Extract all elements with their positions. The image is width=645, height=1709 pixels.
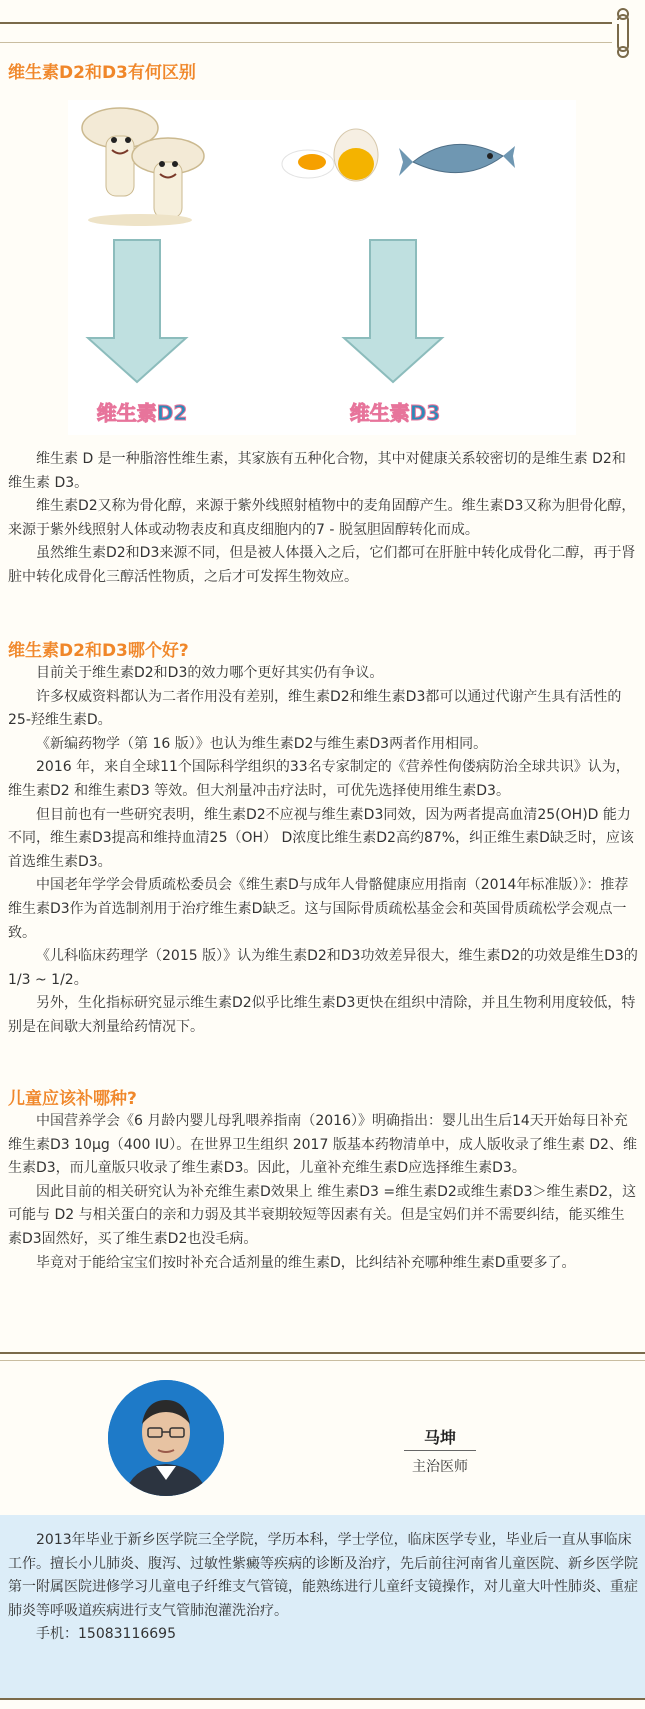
- doctor-portrait-icon: [108, 1380, 224, 1496]
- bottom-divider: [0, 1698, 645, 1700]
- paragraph: 许多权威资料都认为二者作用没有差别，维生素D2和维生素D3都可以通过代谢产生具有活性的25-羟维生素D。: [8, 688, 622, 729]
- top-divider: [0, 22, 612, 24]
- label-d2: 维生素D2: [96, 401, 188, 425]
- footer-divider-thin: [0, 1360, 645, 1361]
- paragraph: 因此目前的相关研究认为补充维生素D效果上 维生素D3 =维生素D2或维生素D3＞维生素D2，这可能与 D2 与相关蛋白的亲和力弱及其半衰期较短等因素有关。但是宝妈们并不需要纠结，能买维生素D3固然好，买了维生素D2也没毛病。: [8, 1183, 637, 1247]
- paragraph: 2016 年，来自全球11个国际科学组织的33名专家制定的《营养性佝偻病防治全球共识》认为，维生素D2 和维生素D3 等效。但大剂量冲击疗法时，可优先选择使用维生素D3。: [8, 759, 630, 799]
- paragraph: 虽然维生素D2和D3来源不同，但是被人体摄入之后，它们都可在肝脏中转化成骨化二醇，再于肾脏中转化成骨化三醇活性物质，之后才可发挥生物效应。: [8, 545, 636, 585]
- paragraph: 维生素 D 是一种脂溶性维生素，其家族有五种化合物，其中对健康关系较密切的是维生素 D2和维生素 D3。: [8, 451, 626, 491]
- paragraph: 目前关于维生素D2和D3的效力哪个更好其实仍有争议。: [36, 665, 384, 681]
- name-underline: [404, 1450, 476, 1451]
- section-heading-difference: 维生素D2和D3有何区别: [8, 63, 196, 83]
- doctor-name: 马坤: [423, 1428, 456, 1447]
- paragraph: 毕竟对于能给宝宝们按时补充合适剂量的维生素D，比纠结补充哪种维生素D重要多了。: [36, 1254, 576, 1271]
- label-d3: 维生素D3: [349, 401, 441, 425]
- paragraph: 维生素D2又称为骨化醇，来源于紫外线照射植物中的麦角固醇产生。维生素D3又称为胆骨化醇，来源于紫外线照射人体或动物表皮和真皮细胞内的7 - 脱氢胆固醇转化而成。: [8, 498, 636, 538]
- paperclip-icon: [612, 4, 634, 60]
- avatar: [108, 1380, 224, 1496]
- section-1-body: [8, 448, 638, 590]
- top-divider-thin: [0, 42, 612, 43]
- doctor-title: 主治医师: [412, 1459, 468, 1475]
- section-heading-which-better: 维生素D2和D3哪个好?: [8, 641, 189, 661]
- paragraph: 另外，生化指标研究显示维生素D2似乎比维生素D3更快在组织中清除，并且生物利用度较低，特别是在间歇大剂量给药情况下。: [8, 995, 636, 1035]
- paragraph: 中国营养学会《6 月龄内婴儿母乳喂养指南（2016）》明确指出：婴儿出生后14天开始每日补充维生素D3 10μg（400 IU）。在世界卫生组织 2017 版基本药物清单中，成人版收录了维生素 D2、维生素D3，而儿童版只收录了维生素D3。因此，儿童补充维生素D应选择维生素D3。: [8, 1113, 637, 1177]
- vitamin-d-illustration: [68, 100, 576, 435]
- paragraph: 但目前也有一些研究表明，维生素D2不应视与维生素D3同效，因为两者提高血清25(OH)D 能力不同，维生素D3提高和维持血清25（OH） D浓度比维生素D2高约87%，纠正维生素D缺乏时，应该首选维生素D3。: [8, 806, 634, 870]
- doctor-profile: [0, 1370, 645, 1510]
- paragraph: 中国老年学学会骨质疏松委员会《维生素D与成年人骨骼健康应用指南（2014年标准版）》：推荐维生素D3作为首选制剂用于治疗维生素D缺乏。这与国际骨质疏松基金会和英国骨质疏松学会观点一致。: [8, 877, 629, 941]
- paragraph: 《新编药物学（第 16 版）》也认为维生素D2与维生素D3两者作用相同。: [36, 735, 488, 752]
- footer-divider: [0, 1352, 645, 1354]
- section-3-body: [8, 1110, 638, 1275]
- section-heading-children: 儿童应该补哪种?: [8, 1089, 137, 1109]
- section-2-body: [8, 662, 638, 1040]
- paragraph: 《儿科临床药理学（2015 版）》认为维生素D2和D3功效差异很大，维生素D2的功效是维生D3的1/3 ~ 1/2。: [8, 948, 638, 988]
- doctor-bio: 2013年毕业于新乡医学院三全学院，学历本科，学士学位，临床医学专业，毕业后一直从事临床工作。擅长小儿肺炎、腹泻、过敏性紫癜等疾病的诊断及治疗，先后前往河南省儿童医院、新乡医学院第一附属医院进修学习儿童电子纤维支气管镜，能熟练进行儿童纤支镜操作，对儿童大叶性肺炎、重症肺炎等呼吸道疾病进行支气管肺泡灌洗治疗。: [8, 1532, 638, 1619]
- doctor-phone: 手机：15083116695: [36, 1626, 176, 1643]
- doctor-bio-panel: [0, 1515, 645, 1698]
